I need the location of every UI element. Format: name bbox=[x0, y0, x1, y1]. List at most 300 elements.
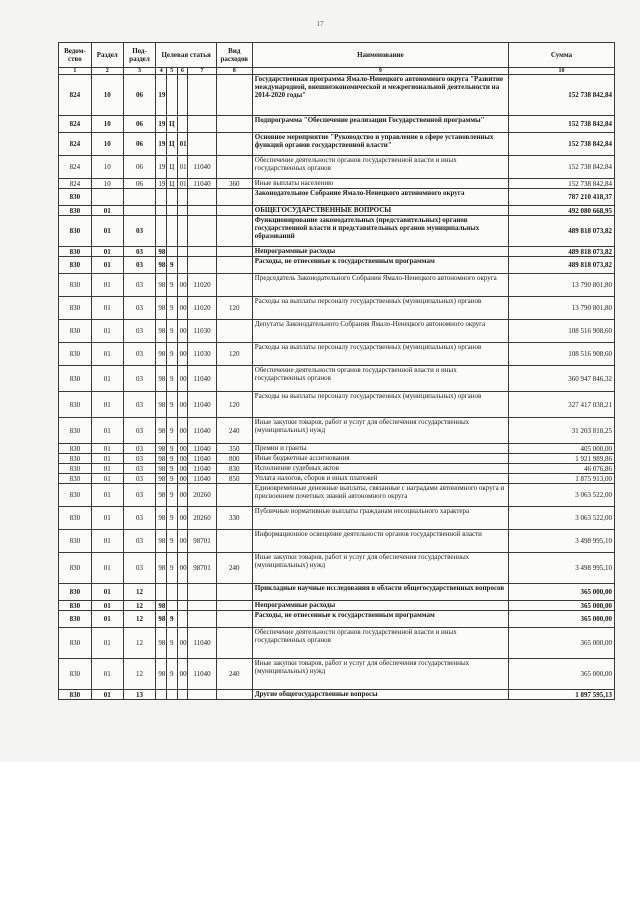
cell-summa: 152 738 842,84 bbox=[509, 75, 615, 116]
cell-target-2 bbox=[167, 216, 178, 247]
cell-podrazdel: 03 bbox=[123, 320, 156, 343]
cell-vid-raskhodov bbox=[216, 274, 252, 297]
cell-vedomstvo: 824 bbox=[59, 116, 92, 133]
cell-target-3: 00 bbox=[177, 553, 188, 584]
cell-target-2: Ц bbox=[167, 133, 178, 156]
cell-vid-raskhodov bbox=[216, 257, 252, 274]
cell-summa: 327 417 038,21 bbox=[509, 392, 615, 418]
cell-target-2 bbox=[167, 247, 178, 257]
cell-target-1: 98 bbox=[156, 484, 167, 507]
cell-target-1: 98 bbox=[156, 628, 167, 659]
cell-target-3: 01 bbox=[177, 179, 188, 189]
cell-summa: 1 897 595,13 bbox=[509, 690, 615, 700]
cell-summa: 405 000,00 bbox=[509, 444, 615, 454]
table-row bbox=[59, 464, 615, 474]
cell-naimenovanie: Единовременные денежные выплаты, связанные с наградами автономного округа и присвоением почетных званий автономного округа bbox=[252, 484, 508, 507]
cell-target-4: 98701 bbox=[188, 530, 217, 553]
cell-summa: 365 000,00 bbox=[509, 659, 615, 690]
cell-vedomstvo: 830 bbox=[59, 484, 92, 507]
table-row bbox=[59, 366, 615, 392]
cell-target-2: Ц bbox=[167, 179, 178, 189]
cell-target-2: 9 bbox=[167, 444, 178, 454]
cell-summa: 3 498 995,10 bbox=[509, 530, 615, 553]
cell-razdel: 01 bbox=[91, 454, 123, 464]
cell-target-3: 01 bbox=[177, 133, 188, 156]
cell-podrazdel: 06 bbox=[123, 179, 156, 189]
cell-podrazdel: 03 bbox=[123, 366, 156, 392]
cell-podrazdel: 06 bbox=[123, 75, 156, 116]
cell-podrazdel: 12 bbox=[123, 659, 156, 690]
cell-razdel: 10 bbox=[91, 116, 123, 133]
cell-vid-raskhodov bbox=[216, 601, 252, 611]
cell-vid-raskhodov bbox=[216, 584, 252, 601]
cell-naimenovanie: Иные закупки товаров, работ и услуг для обеспечения государственных (муниципальных) нужд bbox=[252, 659, 508, 690]
table-row bbox=[59, 584, 615, 601]
cell-target-2: 9 bbox=[167, 454, 178, 464]
cell-naimenovanie: Иные бюджетные ассигнования bbox=[252, 454, 508, 464]
cell-naimenovanie: Публичные нормативные выплаты гражданам несоциального характера bbox=[252, 507, 508, 530]
cell-naimenovanie: Председатель Законодательного Собрания Ямало-Ненецкого автономного округа bbox=[252, 274, 508, 297]
cell-razdel: 01 bbox=[91, 216, 123, 247]
cell-target-2: 9 bbox=[167, 484, 178, 507]
cell-target-1 bbox=[156, 216, 167, 247]
cell-target-2: 9 bbox=[167, 530, 178, 553]
cell-target-3 bbox=[177, 611, 188, 628]
cell-target-4: 98701 bbox=[188, 553, 217, 584]
cell-target-3: 00 bbox=[177, 464, 188, 474]
table-row bbox=[59, 297, 615, 320]
cell-podrazdel: 06 bbox=[123, 156, 156, 179]
table-row bbox=[59, 659, 615, 690]
cell-razdel: 10 bbox=[91, 179, 123, 189]
cell-target-4 bbox=[188, 611, 217, 628]
cell-vid-raskhodov: 800 bbox=[216, 454, 252, 464]
cell-vedomstvo: 830 bbox=[59, 297, 92, 320]
cell-naimenovanie: Иные закупки товаров, работ и услуг для обеспечения государственных (муниципальных) нужд bbox=[252, 418, 508, 444]
cell-vedomstvo: 830 bbox=[59, 454, 92, 464]
cell-vedomstvo: 830 bbox=[59, 444, 92, 454]
cell-razdel: 01 bbox=[91, 507, 123, 530]
cell-target-1: 98 bbox=[156, 530, 167, 553]
column-number: 2 bbox=[91, 68, 123, 75]
cell-target-3: 00 bbox=[177, 297, 188, 320]
cell-vedomstvo: 830 bbox=[59, 343, 92, 366]
cell-target-4: 11040 bbox=[188, 444, 217, 454]
cell-target-1: 19 bbox=[156, 133, 167, 156]
cell-vedomstvo: 830 bbox=[59, 690, 92, 700]
cell-vid-raskhodov bbox=[216, 530, 252, 553]
cell-target-4: 11040 bbox=[188, 464, 217, 474]
cell-podrazdel: 03 bbox=[123, 474, 156, 484]
cell-target-3: 00 bbox=[177, 628, 188, 659]
cell-target-2: Ц bbox=[167, 156, 178, 179]
cell-naimenovanie: Обеспечение деятельности органов государственной власти и иных государственных органов bbox=[252, 628, 508, 659]
cell-summa: 152 738 842,84 bbox=[509, 133, 615, 156]
table-row bbox=[59, 484, 615, 507]
cell-podrazdel: 03 bbox=[123, 464, 156, 474]
cell-target-1 bbox=[156, 584, 167, 601]
cell-vid-raskhodov bbox=[216, 116, 252, 133]
cell-summa: 365 000,00 bbox=[509, 601, 615, 611]
cell-target-3: 00 bbox=[177, 274, 188, 297]
cell-podrazdel: 03 bbox=[123, 392, 156, 418]
cell-naimenovanie: Государственная программа Ямало-Ненецкого автономного округа "Развитие международной, внешнеэкономической и межрегиональной деятельности на 2014-2020 годы" bbox=[252, 75, 508, 116]
cell-razdel: 01 bbox=[91, 464, 123, 474]
cell-target-1: 19 bbox=[156, 179, 167, 189]
cell-razdel: 01 bbox=[91, 530, 123, 553]
cell-target-3: 00 bbox=[177, 343, 188, 366]
column-number: 10 bbox=[509, 68, 615, 75]
header-vid-raskhodov: Вид расходов bbox=[216, 43, 252, 68]
cell-target-1: 98 bbox=[156, 444, 167, 454]
cell-target-3: 00 bbox=[177, 454, 188, 464]
cell-target-3: 01 bbox=[177, 156, 188, 179]
cell-target-1: 98 bbox=[156, 454, 167, 464]
table-row bbox=[59, 628, 615, 659]
cell-vid-raskhodov bbox=[216, 320, 252, 343]
cell-target-3 bbox=[177, 584, 188, 601]
cell-target-2 bbox=[167, 75, 178, 116]
cell-naimenovanie: Непрограммные расходы bbox=[252, 247, 508, 257]
cell-naimenovanie: Уплата налогов, сборов и иных платежей bbox=[252, 474, 508, 484]
table-row bbox=[59, 507, 615, 530]
cell-vedomstvo: 830 bbox=[59, 392, 92, 418]
cell-razdel bbox=[91, 189, 123, 206]
cell-podrazdel: 03 bbox=[123, 444, 156, 454]
cell-razdel: 01 bbox=[91, 392, 123, 418]
cell-vid-raskhodov bbox=[216, 628, 252, 659]
cell-summa: 3 063 522,00 bbox=[509, 507, 615, 530]
cell-vid-raskhodov bbox=[216, 133, 252, 156]
table-row bbox=[59, 216, 615, 247]
cell-summa: 365 000,00 bbox=[509, 628, 615, 659]
cell-vid-raskhodov bbox=[216, 611, 252, 628]
cell-vid-raskhodov bbox=[216, 206, 252, 216]
cell-target-1: 98 bbox=[156, 274, 167, 297]
cell-podrazdel: 12 bbox=[123, 611, 156, 628]
cell-summa: 489 818 073,82 bbox=[509, 216, 615, 247]
cell-target-3 bbox=[177, 690, 188, 700]
cell-summa: 3 063 522,00 bbox=[509, 484, 615, 507]
cell-podrazdel bbox=[123, 189, 156, 206]
cell-target-1: 98 bbox=[156, 343, 167, 366]
cell-razdel: 01 bbox=[91, 444, 123, 454]
cell-target-1 bbox=[156, 206, 167, 216]
cell-vid-raskhodov bbox=[216, 75, 252, 116]
cell-razdel: 01 bbox=[91, 366, 123, 392]
cell-summa: 1 875 913,00 bbox=[509, 474, 615, 484]
cell-naimenovanie: Иные выплаты населению bbox=[252, 179, 508, 189]
cell-razdel: 10 bbox=[91, 133, 123, 156]
table-row bbox=[59, 320, 615, 343]
table-row bbox=[59, 454, 615, 464]
cell-vedomstvo: 824 bbox=[59, 156, 92, 179]
cell-target-2: 9 bbox=[167, 507, 178, 530]
cell-target-3: 00 bbox=[177, 659, 188, 690]
cell-target-1 bbox=[156, 189, 167, 206]
cell-target-3 bbox=[177, 116, 188, 133]
cell-summa: 108 516 908,60 bbox=[509, 343, 615, 366]
cell-naimenovanie: Иные закупки товаров, работ и услуг для обеспечения государственных (муниципальных) нужд bbox=[252, 553, 508, 584]
table-row bbox=[59, 343, 615, 366]
cell-podrazdel: 03 bbox=[123, 418, 156, 444]
cell-target-4 bbox=[188, 133, 217, 156]
cell-target-3: 00 bbox=[177, 484, 188, 507]
cell-podrazdel: 12 bbox=[123, 584, 156, 601]
cell-target-1: 98 bbox=[156, 474, 167, 484]
cell-target-3: 00 bbox=[177, 474, 188, 484]
cell-razdel: 01 bbox=[91, 297, 123, 320]
table-row bbox=[59, 257, 615, 274]
cell-target-2: 9 bbox=[167, 659, 178, 690]
column-number: 9 bbox=[252, 68, 508, 75]
cell-target-4 bbox=[188, 206, 217, 216]
cell-podrazdel: 03 bbox=[123, 247, 156, 257]
cell-target-2 bbox=[167, 690, 178, 700]
table-row bbox=[59, 156, 615, 179]
cell-naimenovanie: Премии и гранты bbox=[252, 444, 508, 454]
cell-target-1: 19 bbox=[156, 156, 167, 179]
cell-vedomstvo: 830 bbox=[59, 320, 92, 343]
cell-target-4 bbox=[188, 189, 217, 206]
cell-target-3 bbox=[177, 601, 188, 611]
column-number: 3 bbox=[123, 68, 156, 75]
cell-target-3: 00 bbox=[177, 530, 188, 553]
cell-naimenovanie: Другие общегосударственные вопросы bbox=[252, 690, 508, 700]
cell-summa: 489 818 073,82 bbox=[509, 247, 615, 257]
cell-target-4 bbox=[188, 601, 217, 611]
cell-razdel: 01 bbox=[91, 320, 123, 343]
cell-vedomstvo: 824 bbox=[59, 179, 92, 189]
cell-razdel: 01 bbox=[91, 601, 123, 611]
cell-target-4 bbox=[188, 257, 217, 274]
table-row bbox=[59, 392, 615, 418]
cell-podrazdel: 03 bbox=[123, 274, 156, 297]
cell-target-3 bbox=[177, 257, 188, 274]
cell-razdel: 01 bbox=[91, 206, 123, 216]
column-number-row bbox=[59, 68, 615, 75]
cell-target-3: 00 bbox=[177, 444, 188, 454]
cell-summa: 489 818 073,82 bbox=[509, 257, 615, 274]
cell-target-4 bbox=[188, 584, 217, 601]
cell-razdel: 01 bbox=[91, 484, 123, 507]
cell-target-4: 11030 bbox=[188, 320, 217, 343]
cell-target-1: 98 bbox=[156, 464, 167, 474]
cell-target-4: 20260 bbox=[188, 507, 217, 530]
cell-vedomstvo: 830 bbox=[59, 553, 92, 584]
cell-vid-raskhodov bbox=[216, 690, 252, 700]
cell-summa: 46 076,86 bbox=[509, 464, 615, 474]
cell-vid-raskhodov: 830 bbox=[216, 464, 252, 474]
cell-summa: 152 738 842,84 bbox=[509, 156, 615, 179]
cell-naimenovanie: Расходы на выплаты персоналу государственных (муниципальных) органов bbox=[252, 343, 508, 366]
cell-target-4 bbox=[188, 216, 217, 247]
cell-target-3: 00 bbox=[177, 418, 188, 444]
cell-target-3: 00 bbox=[177, 507, 188, 530]
table-row bbox=[59, 116, 615, 133]
cell-vid-raskhodov: 350 bbox=[216, 444, 252, 454]
cell-vedomstvo: 830 bbox=[59, 507, 92, 530]
cell-vid-raskhodov: 360 bbox=[216, 179, 252, 189]
cell-target-2: 9 bbox=[167, 474, 178, 484]
cell-razdel: 01 bbox=[91, 474, 123, 484]
cell-podrazdel: 03 bbox=[123, 343, 156, 366]
cell-podrazdel: 03 bbox=[123, 484, 156, 507]
cell-podrazdel: 03 bbox=[123, 530, 156, 553]
cell-vedomstvo: 824 bbox=[59, 75, 92, 116]
cell-vid-raskhodov: 120 bbox=[216, 392, 252, 418]
cell-target-2: 9 bbox=[167, 320, 178, 343]
cell-razdel: 10 bbox=[91, 75, 123, 116]
cell-target-1: 98 bbox=[156, 320, 167, 343]
table-row bbox=[59, 601, 615, 611]
cell-target-2: 9 bbox=[167, 553, 178, 584]
cell-vedomstvo: 830 bbox=[59, 584, 92, 601]
cell-razdel: 01 bbox=[91, 274, 123, 297]
cell-target-1: 98 bbox=[156, 366, 167, 392]
cell-podrazdel: 03 bbox=[123, 216, 156, 247]
cell-razdel: 01 bbox=[91, 611, 123, 628]
cell-podrazdel: 13 bbox=[123, 690, 156, 700]
cell-target-2: 9 bbox=[167, 343, 178, 366]
cell-target-4: 11040 bbox=[188, 628, 217, 659]
cell-podrazdel: 12 bbox=[123, 601, 156, 611]
table-row bbox=[59, 75, 615, 116]
cell-podrazdel: 12 bbox=[123, 628, 156, 659]
header-row bbox=[59, 43, 615, 68]
cell-target-2: Ц bbox=[167, 116, 178, 133]
table-body bbox=[59, 75, 615, 700]
cell-podrazdel: 03 bbox=[123, 257, 156, 274]
cell-target-2: 9 bbox=[167, 611, 178, 628]
cell-target-1: 98 bbox=[156, 297, 167, 320]
cell-target-3 bbox=[177, 206, 188, 216]
page-number: 17 bbox=[316, 20, 324, 28]
cell-razdel: 01 bbox=[91, 659, 123, 690]
cell-vedomstvo: 830 bbox=[59, 206, 92, 216]
cell-vid-raskhodov bbox=[216, 366, 252, 392]
cell-naimenovanie: Депутаты Законодательного Собрания Ямало-Ненецкого автономного округа bbox=[252, 320, 508, 343]
table-row bbox=[59, 247, 615, 257]
cell-naimenovanie: Расходы на выплаты персоналу государственных (муниципальных) органов bbox=[252, 297, 508, 320]
cell-vedomstvo: 830 bbox=[59, 611, 92, 628]
cell-target-2: 9 bbox=[167, 418, 178, 444]
cell-podrazdel: 06 bbox=[123, 116, 156, 133]
cell-summa: 360 947 846,32 bbox=[509, 366, 615, 392]
cell-vid-raskhodov bbox=[216, 156, 252, 179]
cell-vid-raskhodov: 330 bbox=[216, 507, 252, 530]
cell-target-1: 98 bbox=[156, 507, 167, 530]
cell-naimenovanie: Расходы, не отнесенные к государственным программам bbox=[252, 257, 508, 274]
header-tselevaya-statya: Целевая статья bbox=[156, 43, 216, 68]
header-summa: Сумма bbox=[509, 43, 615, 68]
cell-target-1: 98 bbox=[156, 601, 167, 611]
cell-vedomstvo: 830 bbox=[59, 257, 92, 274]
cell-summa: 1 921 989,86 bbox=[509, 454, 615, 464]
cell-target-3: 00 bbox=[177, 366, 188, 392]
cell-target-2: 9 bbox=[167, 392, 178, 418]
cell-target-3 bbox=[177, 189, 188, 206]
cell-target-2 bbox=[167, 189, 178, 206]
cell-razdel: 10 bbox=[91, 156, 123, 179]
cell-vid-raskhodov: 240 bbox=[216, 553, 252, 584]
cell-naimenovanie: Расходы, не отнесенные к государственным программам bbox=[252, 611, 508, 628]
cell-target-2: 9 bbox=[167, 257, 178, 274]
cell-naimenovanie: Прикладные научные исследования в области общегосударственных вопросов bbox=[252, 584, 508, 601]
cell-target-4: 20260 bbox=[188, 484, 217, 507]
cell-razdel: 01 bbox=[91, 553, 123, 584]
table-row bbox=[59, 418, 615, 444]
column-number: 6 bbox=[177, 68, 188, 75]
cell-target-1: 98 bbox=[156, 257, 167, 274]
table-row bbox=[59, 179, 615, 189]
cell-target-2 bbox=[167, 601, 178, 611]
cell-target-2: 9 bbox=[167, 628, 178, 659]
cell-summa: 152 738 842,84 bbox=[509, 116, 615, 133]
table-row bbox=[59, 206, 615, 216]
cell-target-1: 19 bbox=[156, 75, 167, 116]
cell-naimenovanie: Функционирование законодательных (представительных) органов государственной власти и представительных органов муниципальных образований bbox=[252, 216, 508, 247]
cell-vid-raskhodov: 850 bbox=[216, 474, 252, 484]
cell-vid-raskhodov bbox=[216, 247, 252, 257]
cell-naimenovanie: Расходы на выплаты персоналу государственных (муниципальных) органов bbox=[252, 392, 508, 418]
cell-target-4: 11020 bbox=[188, 297, 217, 320]
cell-target-3: 00 bbox=[177, 392, 188, 418]
cell-summa: 13 790 801,80 bbox=[509, 274, 615, 297]
cell-vedomstvo: 830 bbox=[59, 530, 92, 553]
table-row bbox=[59, 189, 615, 206]
header-razdel: Раздел bbox=[91, 43, 123, 68]
cell-vid-raskhodov bbox=[216, 216, 252, 247]
cell-vid-raskhodov: 240 bbox=[216, 659, 252, 690]
cell-target-3 bbox=[177, 247, 188, 257]
cell-podrazdel: 03 bbox=[123, 507, 156, 530]
cell-target-4 bbox=[188, 247, 217, 257]
cell-target-2 bbox=[167, 584, 178, 601]
cell-target-3 bbox=[177, 75, 188, 116]
table-row bbox=[59, 474, 615, 484]
cell-razdel: 01 bbox=[91, 584, 123, 601]
cell-target-4: 11020 bbox=[188, 274, 217, 297]
cell-naimenovanie: Обеспечение деятельности органов государственной власти и иных государственных органов bbox=[252, 366, 508, 392]
cell-naimenovanie: Подпрограмма "Обеспечение реализации Государственной программы" bbox=[252, 116, 508, 133]
cell-vedomstvo: 830 bbox=[59, 474, 92, 484]
cell-target-2: 9 bbox=[167, 297, 178, 320]
column-number: 4 bbox=[156, 68, 167, 75]
cell-summa: 365 000,00 bbox=[509, 611, 615, 628]
cell-target-1: 98 bbox=[156, 659, 167, 690]
cell-target-1: 98 bbox=[156, 553, 167, 584]
cell-vedomstvo: 830 bbox=[59, 464, 92, 474]
cell-vid-raskhodov: 240 bbox=[216, 418, 252, 444]
cell-target-2: 9 bbox=[167, 366, 178, 392]
cell-vedomstvo: 824 bbox=[59, 133, 92, 156]
header-podrazdel: Под-раздел bbox=[123, 43, 156, 68]
header-naimenovanie: Наименование bbox=[252, 43, 508, 68]
cell-naimenovanie: Непрограммные расходы bbox=[252, 601, 508, 611]
cell-target-1: 19 bbox=[156, 116, 167, 133]
cell-target-4 bbox=[188, 690, 217, 700]
cell-vedomstvo: 830 bbox=[59, 659, 92, 690]
column-number: 5 bbox=[167, 68, 178, 75]
cell-target-4: 11030 bbox=[188, 343, 217, 366]
cell-target-4: 11040 bbox=[188, 454, 217, 464]
cell-vedomstvo: 830 bbox=[59, 216, 92, 247]
cell-naimenovanie: Обеспечение деятельности органов государственной власти и иных государственных органов bbox=[252, 156, 508, 179]
cell-summa: 152 738 842,84 bbox=[509, 179, 615, 189]
column-number: 1 bbox=[59, 68, 92, 75]
cell-podrazdel: 03 bbox=[123, 297, 156, 320]
